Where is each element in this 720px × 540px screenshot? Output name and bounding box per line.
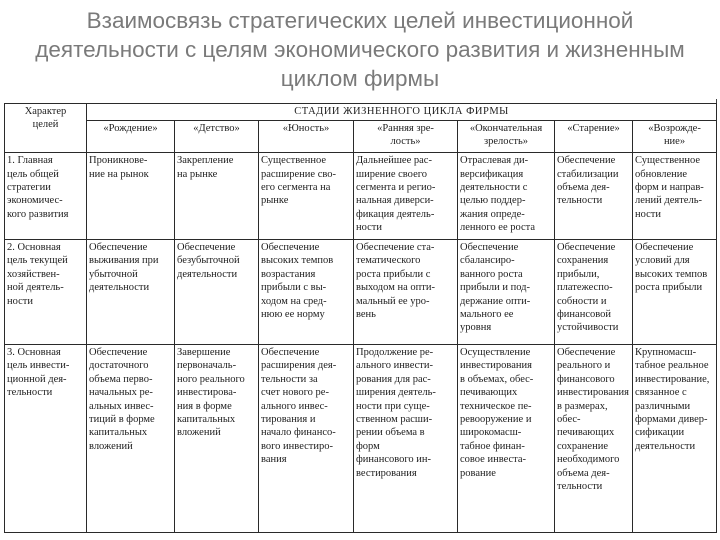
column-header-childhood: «Детство» <box>175 121 259 153</box>
table-cell: Обеспечение достаточного объема перво- начальных ре- альных инвес- тиций в форме капитальных вложений <box>87 344 175 532</box>
table-cell: Крупномасш- табное реальное инвестирование, связанное с различными формами дивер- сификации деятельности <box>633 344 717 532</box>
table-cell: Закрепление на рынке <box>175 153 259 240</box>
table-cell: Обеспечение сбалансиро- ванного роста прибыли и под- держание опти- мального ее уровня <box>458 239 555 344</box>
table-cell: Существенное обновление форм и направ- лений деятель- ности <box>633 153 717 240</box>
table-cell: Существенное расширение сво- его сегмента на рынке <box>259 153 354 240</box>
table-cell: Продолжение ре- ального инвести- рования для рас- ширения деятель- ности при суще- ственном расши- рении объема в форм финансового ин- вестирования <box>354 344 458 532</box>
column-header-final-maturity: «Окончательная зрелость» <box>458 121 555 153</box>
corner-header: Характер целей <box>5 104 87 153</box>
title-line-3: циклом фирмы <box>280 66 440 91</box>
table-cell: Обеспечение стабилизации объема дея- тельности <box>555 153 633 240</box>
table-cell: Обеспечение выживания при убыточной деятельности <box>87 239 175 344</box>
table-cell: Обеспечение безубыточной деятельности <box>175 239 259 344</box>
row-label: 2. Основная цель текущей хозяйствен- ной деятель- ности <box>5 239 87 344</box>
table-cell: Обеспечение расширения дея- тельности за счет нового ре- ального инвес- тирования и начало финансо- вого инвестиро- вания <box>259 344 354 532</box>
table-cell: Отраслевая ди- версификация деятельности с целью поддер- жания опреде- ленного ее роста <box>458 153 555 240</box>
table-cell: Обеспечение сохранения прибыли, платежеспо- собности и финансовой устойчивости <box>555 239 633 344</box>
table-cell: Завершение первоначаль- ного реального инвестирова- ния в форме капитальных вложений <box>175 344 259 532</box>
table-row <box>5 344 717 532</box>
slide-title <box>0 6 720 93</box>
goals-lifecycle-table <box>4 103 717 533</box>
table-row <box>5 239 717 344</box>
stages-header: СТАДИИ ЖИЗНЕННОГО ЦИКЛА ФИРМЫ <box>87 104 717 121</box>
column-header-revival: «Возрожде- ние» <box>633 121 717 153</box>
title-line-2: деятельности с целям экономического развития и жизненным <box>35 37 685 62</box>
column-header-aging: «Старение» <box>555 121 633 153</box>
title-line-1: Взаимосвязь стратегических целей инвестиционной <box>86 8 634 33</box>
column-header-early-maturity: «Ранняя зре- лость» <box>354 121 458 153</box>
table-row <box>5 153 717 240</box>
table-cell: Обеспечение реального и финансового инвестирования в размерах, обес- печивающих сохранение необходимого объема дея- тельности <box>555 344 633 532</box>
column-header-birth: «Рождение» <box>87 121 175 153</box>
table-cell: Проникнове- ние на рынок <box>87 153 175 240</box>
table-cell: Обеспечение условий для высоких темпов роста прибыли <box>633 239 717 344</box>
row-label: 1. Главная цель общей стратегии экономичес- кого развития <box>5 153 87 240</box>
row-label: 3. Основная цель инвести- ционной дея- тельности <box>5 344 87 532</box>
table-cell: Обеспечение ста- тематического роста прибыли с выходом на опти- мальный ее уро- вень <box>354 239 458 344</box>
table-cell: Дальнейшее рас- ширение своего сегмента и регио- нальная диверси- фикация деятель- ности <box>354 153 458 240</box>
table-cell: Обеспечение высоких темпов возрастания прибыли с вы- ходом на сред- нюю ее норму <box>259 239 354 344</box>
column-header-youth: «Юность» <box>259 121 354 153</box>
table-cell: Осуществление инвестирования в объемах, обес- печивающих техническое пе- ревооружение и широкомасш- табное финан- совое инвеста- рование <box>458 344 555 532</box>
